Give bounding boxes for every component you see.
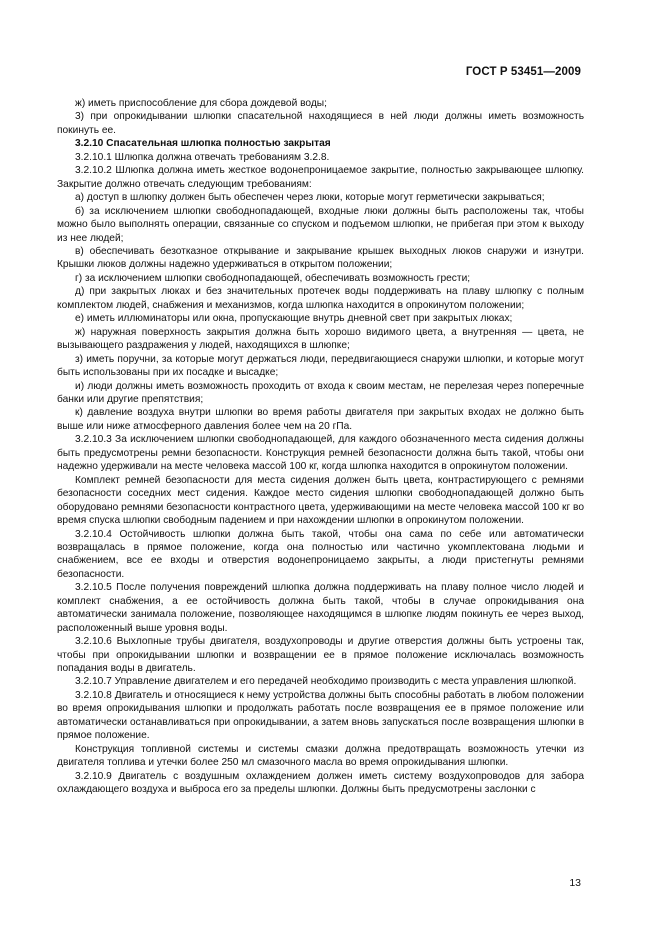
paragraph: 3.2.10.8 Двигатель и относящиеся к нему устройства должны быть способны работать в любом положении во время опрокидывания шлюпки и продолжать работать после возвращения ее в прямое положение или автоматически останавливаться при опрокидывании, а затем вновь запускаться после возвращения шлюпки в прямое положение. [57,689,584,742]
paragraph: 3) при опрокидывании шлюпки спасательной находящиеся в ней люди должны иметь возможность покинуть ее. [57,111,584,136]
paragraph: 3.2.10.9 Двигатель с воздушным охлаждением должен иметь систему воздухопроводов для забора охлаждающего воздуха и выброса его за пределы шлюпки. Должны быть предусмотрены заслонки с [57,770,584,796]
paragraph: 3.2.10.2 Шлюпка должна иметь жесткое водонепроницаемое закрытие, полностью закрывающее шлюпку. Закрытие должно отвечать следующим требованиям: [57,165,584,190]
list-item: г) за исключением шлюпки свободнопадающей, обеспечивать возможность грести; [75,272,471,284]
paragraph: ж) иметь приспособление для сбора дождевой воды; [75,98,327,109]
list-item: д) при закрытых люках и без значительных протечек воды поддерживать на плаву шлюпку с полным комплектом людей, снабжения и механизмов, когда шлюпка находится в опрокинутом положении; [57,286,584,311]
paragraph: Комплект ремней безопасности для места сидения должен быть цвета, контрастирующего с ремнями безопасности соседних мест сидения. Каждое место сидения шлюпки свободнопадающей должно быть оборудовано ремнями безопасности контрастного цвета, удерживающими на месте человека массой 100 кг во время спуска шлюпки свободным падением и при нахождении шлюпки в опрокинутом положении. [57,474,584,527]
paragraph: 3.2.10.1 Шлюпка должна отвечать требованиям 3.2.8. [75,151,330,163]
paragraph: 3.2.10.5 После получения повреждений шлюпка должна поддерживать на плаву полное число людей и комплект снабжения, а ее остойчивость должна быть такой, чтобы в случае опрокидывания она автоматически занимала положение, позволяющее находящимся в шлюпке людям покинуть ее через выход, расположенный выше уровня воды. [57,582,584,634]
document-body [57,97,584,797]
paragraph: 3.2.10.4 Остойчивость шлюпки должна быть такой, чтобы она сама по себе или автоматически возвращалась в прямое положение, когда она полностью или частично укомплектована людьми и снабжением, все ее входы и отверстия водонепроницаемо закрыты, а люди пристегнуты ремнями безопасности. [57,528,584,580]
paragraph: 3.2.10.6 Выхлопные трубы двигателя, воздухопроводы и другие отверстия должны быть устроены так, чтобы при опрокидывании шлюпки и возвращении ее в прямое положение исключалась возможность попадания воды в двигатель. [57,636,584,675]
list-item: а) доступ в шлюпку должен быть обеспечен через люки, которые могут герметически закрываться; [75,192,545,204]
list-item: е) иметь иллюминаторы или окна, пропускающие внутрь дневной свет при закрытых люках; [75,313,513,325]
paragraph: 3.2.10.7 Управление двигателем и его передачей необходимо производить с места управления шлюпкой. [75,676,577,688]
section-heading: 3.2.10 Спасательная шлюпка полностью закрытая [75,138,331,150]
list-item: в) обеспечивать безотказное открывание и закрывание крышек выходных люков снаружи и изнутри. Крышки люков должны надежно удерживаться в открытом положении; [57,245,584,271]
document-header: ГОСТ Р 53451—2009 [465,66,581,78]
page-number: 13 [569,877,581,889]
list-item: и) люди должны иметь возможность проходить от входа к своим местам, не перелезая через поперечные банки или другие препятствия; [57,380,584,405]
list-item: ж) наружная поверхность закрытия должна быть хорошо видимого цвета, а внутренняя — цвета, не вызывающего раздражения у людей, находящихся в шлюпке; [57,326,584,352]
paragraph: 3.2.10.3 За исключением шлюпки свободнопадающей, для каждого обозначенного места сидения должны быть предусмотрены ремни безопасности. Конструкция ремней безопасности должна быть такой, чтобы они надежно удерживали на месте человека массой 100 кг, когда шлюпка находится в опрокинутом положении. [57,434,584,473]
list-item: б) за исключением шлюпки свободнопадающей, входные люки должны быть расположены так, чтобы можно было выполнять операции, связанные со спуском и подъемом шлюпки, не прибегая при этом к выходу из нее людей; [57,205,584,244]
paragraph: Конструкция топливной системы и системы смазки должна предотвращать возможность утечки из двигателя топлива и утечки более 250 мл смазочного масла во время опрокидывания шлюпки. [57,743,584,769]
list-item: з) иметь поручни, за которые могут держаться люди, передвигающиеся снаружи шлюпки, и которые могут быть использованы при их посадке и высадке; [57,353,584,379]
list-item: к) давление воздуха внутри шлюпки во время работы двигателя при закрытых входах не должно быть выше или ниже атмосферного давления более чем на 20 гПа. [57,407,584,432]
